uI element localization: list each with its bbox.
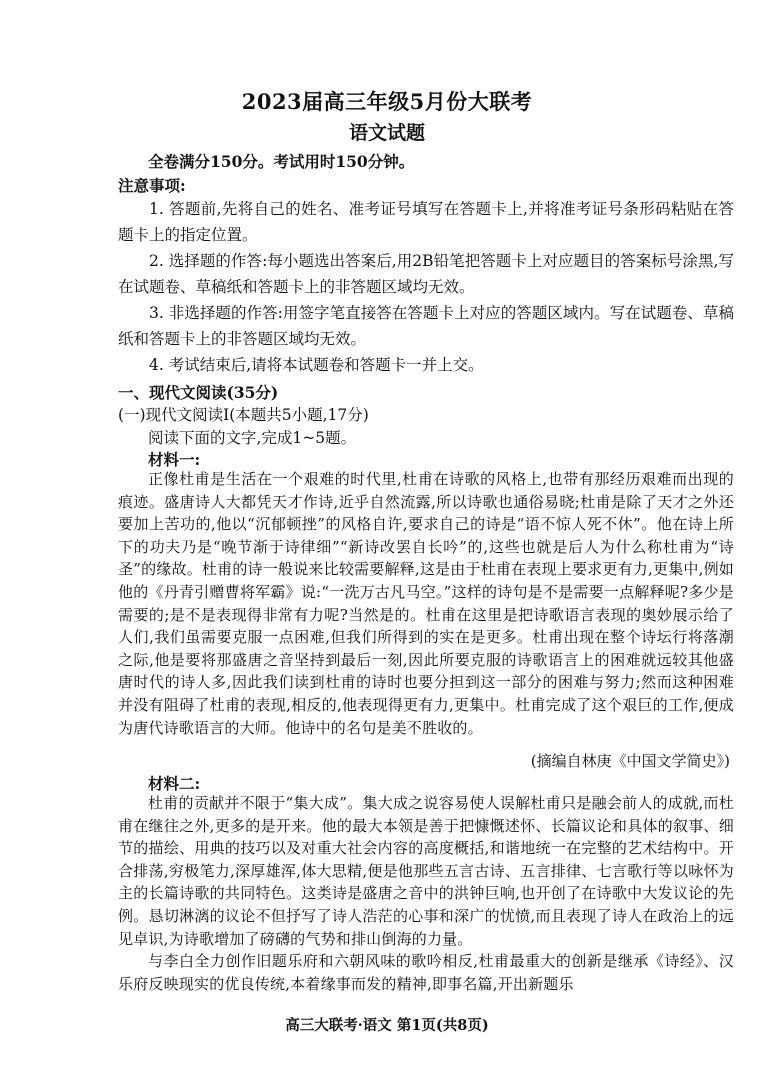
exam-info: 全卷满分150分。考试用时150分钟。 (148, 152, 415, 171)
material2-label: 材料二: (148, 774, 201, 793)
notice-item-3: 3. 非选择题的作答:用签字笔直接答在答题卡上对应的答题区域内。写在试题卷、草稿纸和答题卡上的非答题区域均无效。 (118, 304, 734, 348)
exam-title: 2023届高三年级5月份大联考 (241, 89, 533, 114)
section-instruction: 阅读下面的文字,完成1~5题。 (148, 429, 357, 447)
exam-subtitle: 语文试题 (348, 122, 425, 144)
material2-para1: 杜甫的贡献并不限于“集大成”。集大成之说容易使人误解杜甫只是融会前人的成就,而杜甫在继往之外,更多的是开来。他的最大本领是善于把慷慨述怀、长篇议论和具体的叙事、细节的描绘、用典的技巧以及对重大社会内容的高度概括,和谐地统一在完整的艺术结构中。开合排荡,穷极笔力,深厚雄浑,体大思精,便是他那些五言古诗、五言排律、七言歌行等以咏怀为主的长篇诗歌的共同特色。这类诗是盛唐之音中的洪钟巨响,也开创了在诗歌中大发议论的先例。恳切淋漓的议论不但抒写了诗人浩茫的心事和深广的忧愤,而且表现了诗人在政治上的远见卓识,为诗歌增加了磅礴的气势和排山倒海的力量。 (118, 794, 734, 948)
notice-heading: 注意事项: (118, 176, 186, 195)
notice-item-4: 4. 考试结束后,请将本试题卷和答题卡一并上交。 (149, 356, 484, 374)
section-subheading: (一)现代文阅读Ⅰ(本题共5小题,17分) (118, 406, 369, 424)
notice-item-2: 2. 选择题的作答:每小题选出答案后,用2B铅笔把答题卡上对应题目的答案标号涂黑,写在试题卷、草稿纸和答题卡上的非答题区域均无效。 (118, 252, 734, 296)
section-heading: 一、现代文阅读(35分) (118, 383, 279, 402)
material1-text: 正像杜甫是生活在一个艰难的时代里,杜甫在诗歌的风格上,也带有那经历艰难而出现的痕迹。盛唐诗人大都凭天才作诗,近乎自然流露,所以诗歌也通俗易晓;杜甫是除了天才之外还要加上苦功的,他以“沉郁顿挫”的风格自许,要求自己的诗是“语不惊人死不休”。他在诗上所下的功夫乃是“晚节渐于诗律细”“新诗改罢自长吟”的,这些也就是后人为什么称杜甫为“诗圣”的缘故。杜甫的诗一般说来比较需要解释,这是由于杜甫在表现上要求更有力,更集中,例如他的《丹青引赠曹将军霸》说:“一洗万古凡马空。”这样的诗句是不是需要一点解释呢?多少是需要的;是不是表现得非常有力呢?当然是的。杜甫在这里是把诗歌语言表现的奥妙展示给了人们,我们虽需要克服一点困难,但我们所得到的实在是更多。杜甫出现在整个诗坛行将落潮之际,他是要将那盛唐之音坚持到最后一刻,因此所要克服的诗歌语言上的困难就远较其他盛唐时代的诗人多,因此我们读到杜甫的诗时也要分担到这一部分的困难与努力;然而这种困难并没有阻碍了杜甫的表现,相反的,他表现得更有力,更集中。杜甫完成了这个艰巨的工作,便成为唐代诗歌语言的大师。他诗中的名句是美不胜收的。 (118, 470, 734, 737)
page-footer: 高三大联考·语文 第1页(共8页) (285, 1017, 489, 1034)
material2-para2: 与李白全力创作旧题乐府和六朝风味的歌吟相反,杜甫最重大的创新是继承《诗经》、汉乐府反映现实的优良传统,本着缘事而发的精神,即事名篇,开出新题乐 (118, 952, 734, 993)
material1-source: (摘编自林庚《中国文学简史》) (530, 752, 730, 770)
notice-item-1: 1. 答题前,先将自己的姓名、准考证号填写在答题卡上,并将准考证号条形码粘贴在答题卡上的指定位置。 (118, 200, 734, 244)
material1-label: 材料一: (148, 450, 201, 469)
